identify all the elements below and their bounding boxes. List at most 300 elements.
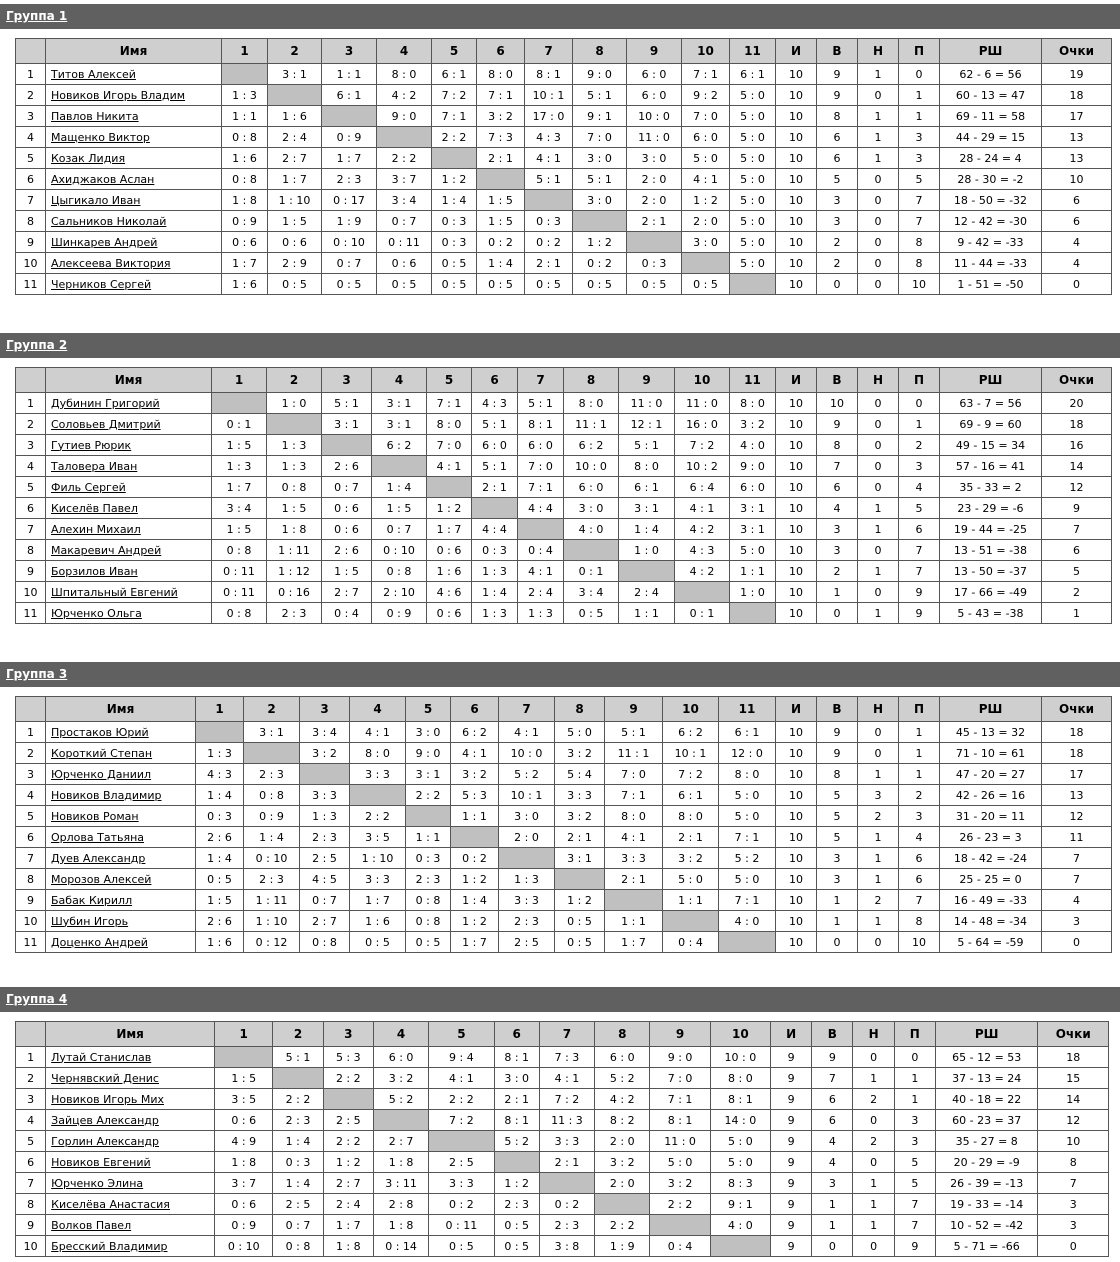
match-result-cell: 2 : 2	[595, 1215, 650, 1236]
col-header-wins: В	[817, 368, 858, 393]
col-header-opponent: 3	[322, 39, 377, 64]
col-header-goal-diff: РШ	[940, 368, 1042, 393]
col-header-opponent: 10	[710, 1022, 770, 1047]
table-row	[16, 848, 1112, 869]
match-result-cell: 2 : 3	[406, 869, 451, 890]
games-played: 10	[776, 869, 817, 890]
match-result-cell: 5 : 0	[663, 869, 719, 890]
row-number: 4	[16, 1110, 46, 1131]
match-result-cell: 1 : 5	[477, 190, 525, 211]
match-result-cell: 2 : 5	[499, 932, 555, 953]
col-header-points: Очки	[1042, 39, 1112, 64]
match-result-cell: 4 : 6	[427, 582, 472, 603]
match-result-cell: 1 : 10	[268, 190, 322, 211]
draws: 0	[858, 722, 899, 743]
match-result-cell: 4 : 4	[472, 519, 518, 540]
table-row	[16, 456, 1112, 477]
games-played: 10	[776, 211, 817, 232]
match-result-cell: 4 : 1	[427, 456, 472, 477]
player-name-link[interactable]: Новиков Роман	[51, 809, 139, 823]
col-header-opponent: 8	[573, 39, 627, 64]
player-name-link[interactable]: Дуев Александр	[51, 851, 146, 865]
match-result-cell: 4 : 0	[710, 1215, 770, 1236]
match-result-cell: 4 : 3	[196, 764, 244, 785]
player-name-link[interactable]: Бабак Кирилл	[51, 893, 133, 907]
player-name-link[interactable]: Чернявский Денис	[51, 1071, 159, 1085]
points: 18	[1042, 414, 1112, 435]
player-name-link[interactable]: Новиков Игорь Мих	[51, 1092, 164, 1106]
draws: 0	[858, 582, 899, 603]
self-match-cell	[477, 169, 525, 190]
wins: 9	[817, 722, 858, 743]
player-name-link[interactable]: Юрченко Элина	[51, 1176, 144, 1190]
match-result-cell: 1 : 8	[215, 1152, 273, 1173]
table-row	[16, 722, 1112, 743]
player-name-link[interactable]: Новиков Евгений	[51, 1155, 151, 1169]
group-title-link[interactable]: Группа 4	[6, 992, 68, 1006]
draws: 3	[858, 785, 899, 806]
match-result-cell: 1 : 5	[322, 561, 372, 582]
group-title-link[interactable]: Группа 1	[6, 9, 68, 23]
losses: 5	[894, 1173, 935, 1194]
match-result-cell: 0 : 10	[372, 540, 427, 561]
draws: 1	[858, 911, 899, 932]
match-result-cell: 3 : 0	[682, 232, 730, 253]
match-result-cell: 2 : 6	[322, 540, 372, 561]
wins: 9	[817, 64, 858, 85]
match-result-cell: 0 : 8	[267, 477, 322, 498]
player-name-link[interactable]: Дубинин Григорий	[51, 396, 160, 410]
wins: 8	[817, 435, 858, 456]
player-name-link[interactable]: Лутай Станислав	[51, 1050, 152, 1064]
table-header-row	[16, 368, 1112, 393]
col-header-opponent: 11	[719, 697, 776, 722]
match-result-cell: 0 : 4	[518, 540, 564, 561]
match-result-cell: 2 : 4	[518, 582, 564, 603]
losses: 1	[899, 722, 940, 743]
goal-difference: 25 - 25 = 0	[940, 869, 1042, 890]
player-name-link[interactable]: Сальников Николай	[51, 214, 167, 228]
match-result-cell: 0 : 7	[377, 211, 432, 232]
row-number: 3	[16, 764, 46, 785]
wins: 3	[817, 519, 858, 540]
match-result-cell: 1 : 4	[196, 785, 244, 806]
match-result-cell: 2 : 5	[323, 1110, 373, 1131]
match-result-cell: 2 : 1	[472, 477, 518, 498]
points: 3	[1038, 1194, 1109, 1215]
games-played: 9	[771, 1194, 812, 1215]
match-result-cell: 0 : 11	[212, 561, 267, 582]
match-result-cell: 10 : 0	[564, 456, 619, 477]
losses: 10	[899, 932, 940, 953]
col-header-games: И	[771, 1022, 812, 1047]
player-name-link[interactable]: Горлин Александр	[51, 1134, 159, 1148]
draws: 0	[858, 435, 899, 456]
player-name-link[interactable]: Киселёва Анастасия	[51, 1197, 170, 1211]
col-header-opponent: 7	[525, 39, 573, 64]
player-name-cell	[46, 1131, 215, 1152]
points: 3	[1042, 911, 1112, 932]
col-header-num	[16, 368, 46, 393]
table-row	[16, 1089, 1109, 1110]
games-played: 10	[776, 764, 817, 785]
player-name-link[interactable]: Юрченко Даниил	[51, 767, 152, 781]
table-row	[16, 1236, 1109, 1257]
group-header	[0, 4, 1120, 29]
player-name-link[interactable]: Юрченко Ольга	[51, 606, 142, 620]
games-played: 9	[771, 1089, 812, 1110]
match-result-cell: 3 : 4	[564, 582, 619, 603]
losses: 3	[899, 148, 940, 169]
match-result-cell: 0 : 6	[215, 1110, 273, 1131]
col-header-num	[16, 697, 46, 722]
match-result-cell: 6 : 0	[730, 477, 776, 498]
points: 13	[1042, 785, 1112, 806]
group-title-link[interactable]: Группа 3	[6, 667, 68, 681]
draws: 1	[858, 106, 899, 127]
player-name-link[interactable]: Цыгикало Иван	[51, 193, 141, 207]
player-name-link[interactable]: Алексеева Виктория	[51, 256, 171, 270]
draws: 2	[858, 806, 899, 827]
points: 10	[1038, 1131, 1109, 1152]
row-number: 7	[16, 1173, 46, 1194]
match-result-cell: 1 : 3	[300, 806, 350, 827]
match-result-cell: 1 : 7	[427, 519, 472, 540]
player-name-link[interactable]: Шинкарев Андрей	[51, 235, 158, 249]
table-row	[16, 274, 1112, 295]
match-result-cell: 3 : 5	[215, 1089, 273, 1110]
player-name-cell	[46, 127, 222, 148]
points: 11	[1042, 827, 1112, 848]
goal-difference: 60 - 13 = 47	[940, 85, 1042, 106]
match-result-cell: 11 : 0	[650, 1131, 710, 1152]
match-result-cell: 3 : 1	[268, 64, 322, 85]
match-result-cell: 9 : 0	[650, 1047, 710, 1068]
match-result-cell: 10 : 0	[499, 743, 555, 764]
match-result-cell: 6 : 1	[730, 64, 776, 85]
match-result-cell: 1 : 7	[268, 169, 322, 190]
col-header-num	[16, 39, 46, 64]
player-name-cell	[46, 477, 212, 498]
player-name-link[interactable]: Доценко Андрей	[51, 935, 148, 949]
games-played: 9	[771, 1236, 812, 1257]
draws: 0	[858, 190, 899, 211]
row-number: 4	[16, 785, 46, 806]
match-result-cell: 0 : 9	[244, 806, 300, 827]
match-result-cell: 0 : 2	[429, 1194, 494, 1215]
match-result-cell: 1 : 6	[196, 932, 244, 953]
group-title-link[interactable]: Группа 2	[6, 338, 68, 352]
games-played: 10	[776, 785, 817, 806]
wins: 9	[817, 414, 858, 435]
player-name-link[interactable]: Зайцев Александр	[51, 1113, 159, 1127]
player-name-cell	[46, 519, 212, 540]
draws: 0	[858, 274, 899, 295]
match-result-cell: 3 : 8	[539, 1236, 594, 1257]
row-number: 11	[16, 603, 46, 624]
match-result-cell: 4 : 3	[472, 393, 518, 414]
match-result-cell: 7 : 2	[429, 1110, 494, 1131]
match-result-cell: 1 : 4	[619, 519, 675, 540]
match-result-cell: 1 : 1	[322, 64, 377, 85]
match-result-cell: 2 : 3	[494, 1194, 539, 1215]
points: 16	[1042, 435, 1112, 456]
match-result-cell: 0 : 3	[472, 540, 518, 561]
match-result-cell: 3 : 2	[300, 743, 350, 764]
losses: 6	[899, 519, 940, 540]
goal-difference: 69 - 11 = 58	[940, 106, 1042, 127]
match-result-cell: 2 : 4	[268, 127, 322, 148]
games-played: 10	[776, 722, 817, 743]
col-header-opponent: 2	[268, 39, 322, 64]
col-header-opponent: 5	[406, 697, 451, 722]
player-name-link[interactable]: Короткий Степан	[51, 746, 153, 760]
match-result-cell: 0 : 8	[222, 169, 268, 190]
match-result-cell: 1 : 4	[432, 190, 477, 211]
match-result-cell: 9 : 0	[406, 743, 451, 764]
row-number: 2	[16, 1068, 46, 1089]
player-name-link[interactable]: Шпитальный Евгений	[51, 585, 178, 599]
match-result-cell: 4 : 1	[518, 561, 564, 582]
player-name-link[interactable]: Соловьев Дмитрий	[51, 417, 161, 431]
match-result-cell: 0 : 12	[244, 932, 300, 953]
match-result-cell: 1 : 3	[472, 561, 518, 582]
games-played: 10	[776, 393, 817, 414]
self-match-cell	[675, 582, 730, 603]
losses: 2	[899, 785, 940, 806]
match-result-cell: 3 : 1	[372, 414, 427, 435]
col-header-opponent: 5	[427, 368, 472, 393]
match-result-cell: 6 : 2	[451, 722, 499, 743]
match-result-cell: 4 : 0	[719, 911, 776, 932]
match-result-cell: 2 : 10	[372, 582, 427, 603]
table-row	[16, 1215, 1109, 1236]
match-result-cell: 1 : 6	[350, 911, 406, 932]
match-result-cell: 0 : 8	[222, 127, 268, 148]
self-match-cell	[427, 477, 472, 498]
draws: 0	[858, 540, 899, 561]
col-header-goal-diff: РШ	[935, 1022, 1038, 1047]
losses: 0	[899, 393, 940, 414]
row-number: 2	[16, 743, 46, 764]
games-played: 10	[776, 519, 817, 540]
table-row	[16, 211, 1112, 232]
match-result-cell: 0 : 7	[372, 519, 427, 540]
match-result-cell: 4 : 1	[605, 827, 663, 848]
match-result-cell: 2 : 1	[555, 827, 605, 848]
player-name-link[interactable]: Новиков Игорь Владим	[51, 88, 186, 102]
self-match-cell	[663, 911, 719, 932]
match-result-cell: 5 : 1	[472, 456, 518, 477]
self-match-cell	[432, 148, 477, 169]
match-result-cell: 6 : 1	[663, 785, 719, 806]
self-match-cell	[429, 1131, 494, 1152]
col-header-opponent: 11	[730, 368, 776, 393]
player-name-link[interactable]: Борзилов Иван	[51, 564, 138, 578]
player-name-link[interactable]: Новиков Владимир	[51, 788, 162, 802]
match-result-cell: 11 : 0	[619, 393, 675, 414]
match-result-cell: 0 : 3	[627, 253, 682, 274]
match-result-cell: 2 : 6	[196, 911, 244, 932]
player-name-link[interactable]: Орлова Татьяна	[51, 830, 145, 844]
match-result-cell: 1 : 8	[373, 1215, 428, 1236]
col-header-wins: В	[812, 1022, 853, 1047]
player-name-link[interactable]: Морозов Алексей	[51, 872, 152, 886]
wins: 7	[817, 456, 858, 477]
points: 13	[1042, 127, 1112, 148]
points: 12	[1042, 806, 1112, 827]
wins: 1	[817, 911, 858, 932]
match-result-cell: 2 : 2	[406, 785, 451, 806]
wins: 3	[817, 540, 858, 561]
goal-difference: 11 - 44 = -33	[940, 253, 1042, 274]
match-result-cell: 1 : 7	[222, 253, 268, 274]
losses: 3	[894, 1131, 935, 1152]
draws: 0	[858, 253, 899, 274]
match-result-cell: 0 : 8	[406, 890, 451, 911]
player-name-link[interactable]: Таловера Иван	[51, 459, 138, 473]
table-row	[16, 1068, 1109, 1089]
match-result-cell: 0 : 7	[322, 477, 372, 498]
row-number: 1	[16, 64, 46, 85]
match-result-cell: 3 : 1	[406, 764, 451, 785]
match-result-cell: 4 : 5	[300, 869, 350, 890]
match-result-cell: 7 : 1	[605, 785, 663, 806]
match-result-cell: 0 : 11	[212, 582, 267, 603]
table-row	[16, 603, 1112, 624]
self-match-cell	[730, 274, 776, 295]
player-name-link[interactable]: Павлов Никита	[51, 109, 139, 123]
games-played: 10	[776, 603, 817, 624]
player-name-link[interactable]: Алехин Михаил	[51, 522, 141, 536]
player-name-link[interactable]: Черников Сергей	[51, 277, 152, 291]
match-result-cell: 2 : 3	[267, 603, 322, 624]
player-name-link[interactable]: Бресский Владимир	[51, 1239, 168, 1253]
goal-difference: 47 - 20 = 27	[940, 764, 1042, 785]
col-header-opponent: 7	[518, 368, 564, 393]
table-row	[16, 764, 1112, 785]
col-header-opponent: 6	[451, 697, 499, 722]
match-result-cell: 4 : 2	[377, 85, 432, 106]
player-name-link[interactable]: Титов Алексей	[51, 67, 136, 81]
match-result-cell: 7 : 0	[518, 456, 564, 477]
table-row	[16, 743, 1112, 764]
player-name-link[interactable]: Простаков Юрий	[51, 725, 149, 739]
match-result-cell: 0 : 5	[432, 274, 477, 295]
goal-difference: 69 - 9 = 60	[940, 414, 1042, 435]
goal-difference: 17 - 66 = -49	[940, 582, 1042, 603]
match-result-cell: 4 : 2	[595, 1089, 650, 1110]
col-header-draws: Н	[853, 1022, 894, 1047]
match-result-cell: 5 : 2	[494, 1131, 539, 1152]
player-name-link[interactable]: Киселёв Павел	[51, 501, 138, 515]
col-header-opponent: 8	[555, 697, 605, 722]
match-result-cell: 5 : 1	[619, 435, 675, 456]
col-header-name: Имя	[46, 368, 212, 393]
match-result-cell: 0 : 8	[212, 540, 267, 561]
player-name-link[interactable]: Волков Павел	[51, 1218, 132, 1232]
table-header-row	[16, 39, 1112, 64]
self-match-cell	[472, 498, 518, 519]
wins: 3	[817, 848, 858, 869]
row-number: 11	[16, 274, 46, 295]
match-result-cell: 3 : 3	[539, 1131, 594, 1152]
match-result-cell: 7 : 1	[719, 890, 776, 911]
points: 17	[1042, 106, 1112, 127]
col-header-points: Очки	[1038, 1022, 1109, 1047]
match-result-cell: 0 : 6	[322, 519, 372, 540]
match-result-cell: 6 : 0	[518, 435, 564, 456]
match-result-cell: 5 : 1	[273, 1047, 323, 1068]
self-match-cell	[244, 743, 300, 764]
points: 9	[1042, 498, 1112, 519]
goal-difference: 19 - 44 = -25	[940, 519, 1042, 540]
points: 6	[1042, 211, 1112, 232]
match-result-cell: 2 : 0	[627, 190, 682, 211]
player-name-cell	[46, 1152, 215, 1173]
self-match-cell	[350, 785, 406, 806]
match-result-cell: 9 : 1	[573, 106, 627, 127]
self-match-cell	[573, 211, 627, 232]
player-name-cell	[46, 1047, 215, 1068]
losses: 3	[899, 456, 940, 477]
player-name-cell	[46, 932, 196, 953]
losses: 9	[899, 603, 940, 624]
match-result-cell: 2 : 8	[373, 1194, 428, 1215]
match-result-cell: 1 : 3	[518, 603, 564, 624]
match-result-cell: 8 : 0	[719, 764, 776, 785]
losses: 5	[899, 498, 940, 519]
player-name-link[interactable]: Шубин Игорь	[51, 914, 129, 928]
col-header-draws: Н	[858, 368, 899, 393]
match-result-cell: 0 : 6	[215, 1194, 273, 1215]
col-header-draws: Н	[858, 39, 899, 64]
match-result-cell: 8 : 0	[477, 64, 525, 85]
match-result-cell: 5 : 2	[373, 1089, 428, 1110]
match-result-cell: 1 : 4	[273, 1131, 323, 1152]
match-result-cell: 0 : 5	[564, 603, 619, 624]
match-result-cell: 1 : 5	[477, 211, 525, 232]
losses: 1	[894, 1068, 935, 1089]
points: 1	[1042, 603, 1112, 624]
match-result-cell: 10 : 1	[663, 743, 719, 764]
match-result-cell: 7 : 3	[539, 1047, 594, 1068]
goal-difference: 12 - 42 = -30	[940, 211, 1042, 232]
draws: 0	[858, 932, 899, 953]
match-result-cell: 2 : 4	[619, 582, 675, 603]
player-name-link[interactable]: Мащенко Виктор	[51, 130, 150, 144]
match-result-cell: 11 : 3	[539, 1110, 594, 1131]
player-name-link[interactable]: Козак Лидия	[51, 151, 126, 165]
col-header-opponent: 9	[627, 39, 682, 64]
match-result-cell: 6 : 2	[372, 435, 427, 456]
player-name-cell	[46, 393, 212, 414]
match-result-cell: 3 : 3	[350, 764, 406, 785]
draws: 2	[853, 1131, 894, 1152]
match-result-cell: 2 : 5	[273, 1194, 323, 1215]
player-name-cell	[46, 64, 222, 85]
player-name-link[interactable]: Макаревич Андрей	[51, 543, 162, 557]
player-name-link[interactable]: Гутиев Рюрик	[51, 438, 132, 452]
match-result-cell: 2 : 1	[627, 211, 682, 232]
match-result-cell: 4 : 1	[499, 722, 555, 743]
player-name-link[interactable]: Ахиджаков Аслан	[51, 172, 155, 186]
row-number: 8	[16, 1194, 46, 1215]
player-name-link[interactable]: Филь Сергей	[51, 480, 126, 494]
match-result-cell: 5 : 0	[730, 190, 776, 211]
match-result-cell: 0 : 1	[675, 603, 730, 624]
draws: 2	[858, 890, 899, 911]
